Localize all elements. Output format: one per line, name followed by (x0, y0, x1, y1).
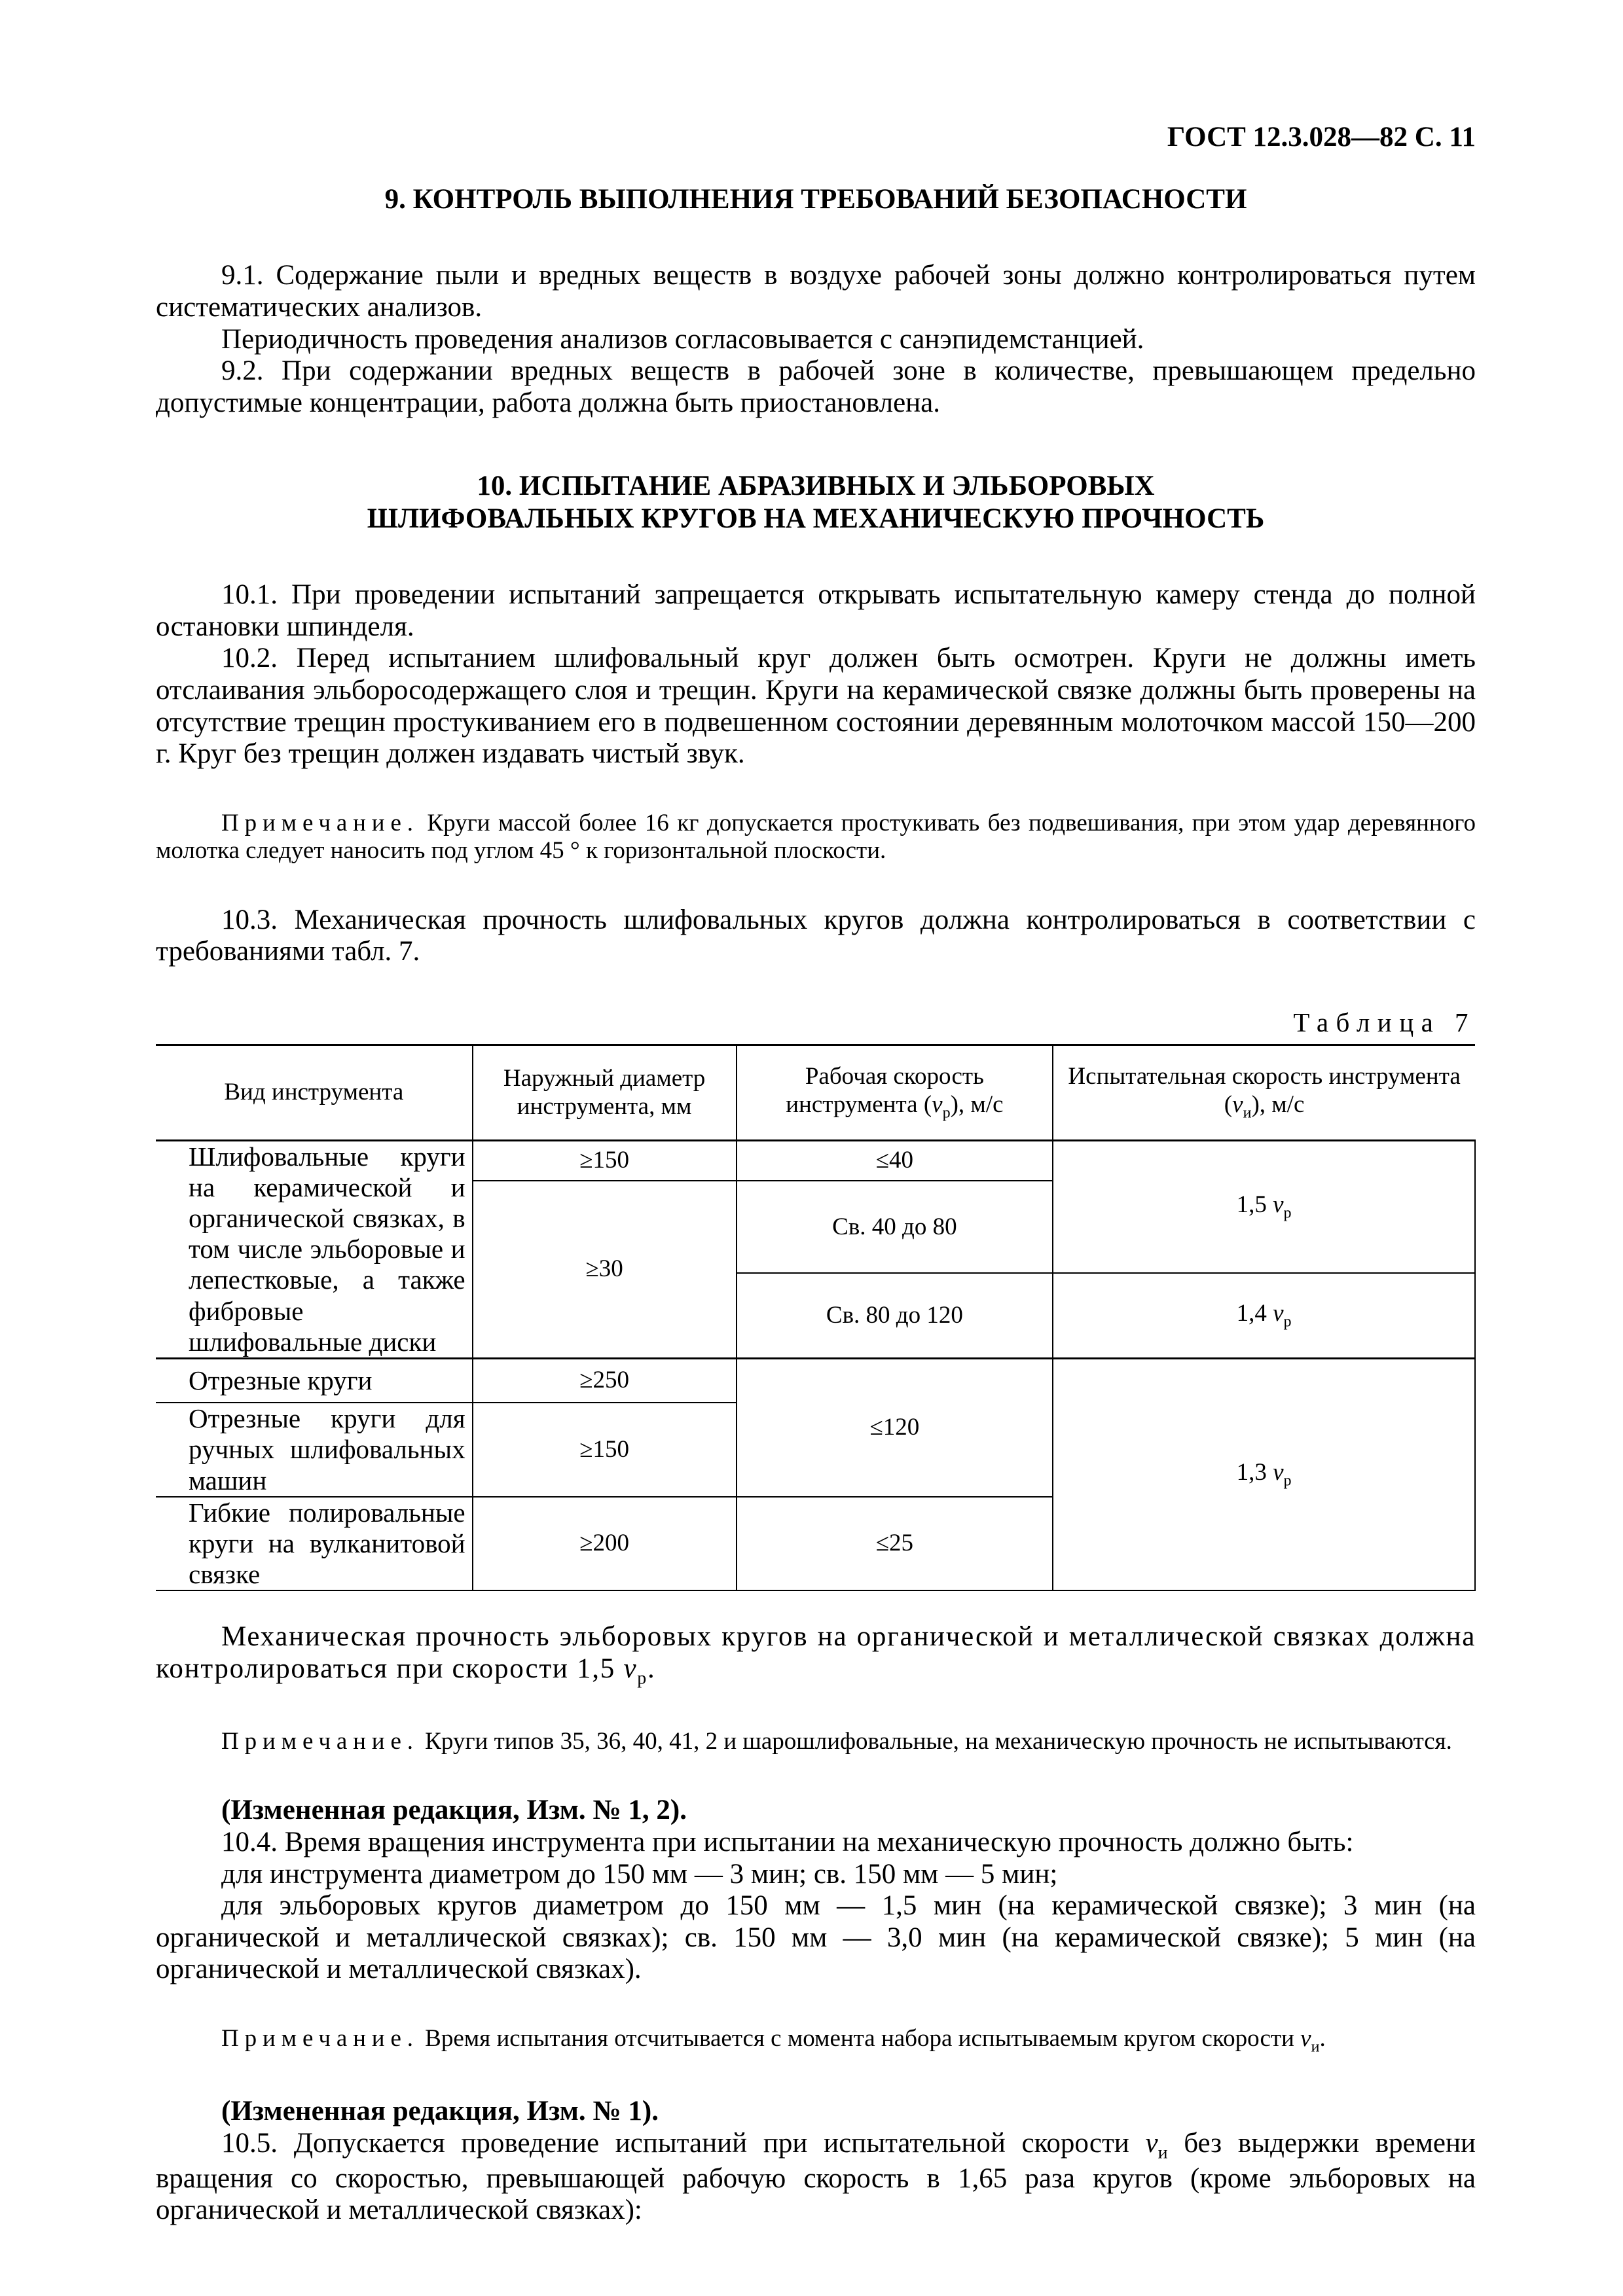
paragraph-10-2: 10.2. Перед испытанием шлифовальный круг должен быть осмотрен. Круги не должны иметь отслаивания эльборосодержащего слоя и трещин. Круги на керамической связке должны быть проверены на отсутствие трещин простукиванием его в подвешенном состоянии деревянным молоточком массой 150—200 г. Круг без трещин должен издавать чистый звук. (156, 643, 1476, 770)
row-hand-cutoff-wheels-label: Отрезные круги для ручных шлифовальных машин (156, 1403, 473, 1496)
cell-diameter: ≥250 (473, 1358, 737, 1403)
table-caption: Таблица 7 (1293, 1007, 1476, 1037)
cell-diameter: ≥30 (473, 1181, 737, 1358)
note-2-text: Круги типов 35, 36, 40, 41, 2 и шарошлифовальные, на механическую прочность не испытываются. (425, 1727, 1452, 1755)
amendment-1: (Измененная редакция, Изм. № 1, 2). (221, 1795, 687, 1826)
section-10-title-line1: 10. ИСПЫТАНИЕ АБРАЗИВНЫХ И ЭЛЬБОРОВЫХ (477, 471, 1155, 502)
cell-working-speed: Св. 40 до 80 (737, 1181, 1053, 1273)
document-body (156, 183, 1476, 2227)
paragraph-mechanical-strength: Механическая прочность эльборовых кругов на органической и металлической связках должна контролироваться при скорости 1,5 $v_р$. (156, 1621, 1476, 1689)
row-flexible-polishing-label: Гибкие полировальные круги на вулканитовой связке (156, 1497, 473, 1590)
cell-test-speed: 1,5 $v_р$ (1053, 1140, 1475, 1273)
section-9-title: 9. КОНТРОЛЬ ВЫПОЛНЕНИЯ ТРЕБОВАНИЙ БЕЗОПАСНОСТИ (384, 184, 1247, 215)
paragraph-10-4-b: для эльборовых кругов диаметром до 150 мм — 1,5 мин (на керамической связке); 3 мин (на органической и металлической связках); св. 150 мм — 3,0 мин (на керамической связке); 5 мин (на органической и металлической связках). (156, 1890, 1476, 1985)
paragraph-10-4: 10.4. Время вращения инструмента при испытании на механическую прочность должно быть: (221, 1827, 1354, 1858)
note-2 (156, 1728, 1476, 1756)
note-3-label: Примечание. (221, 2024, 419, 2052)
cell-diameter: ≥150 (473, 1140, 737, 1181)
cell-diameter: ≥150 (473, 1403, 737, 1496)
table-header-row (156, 1045, 1475, 1141)
note-1-label: Примечание. (221, 809, 419, 836)
page-header: ГОСТ 12.3.028—82 С. 11 (1167, 122, 1476, 152)
cell-working-speed: ≤40 (737, 1140, 1053, 1181)
cell-diameter: ≥200 (473, 1497, 737, 1590)
row-cutoff-wheels-label: Отрезные круги (156, 1358, 473, 1403)
paragraph-10-5: 10.5. Допускается проведение испытаний при испытательной скорости $v_и$ без выдержки времени вращения со скоростью, превышающей рабочую скорость в 1,65 раза кругов (кроме эльборовых на органической и металлической связках): (156, 2127, 1476, 2226)
header-test-speed: Испытательная скорость инструмента $(v_и)$, м/с (1053, 1045, 1475, 1141)
paragraph-9-2: 9.2. При содержании вредных веществ в рабочей зоне в количестве, превышающем предельно допустимые концентрации, работа должна быть приостановлена. (156, 355, 1476, 418)
header-tool-type: Вид инструмента (156, 1045, 473, 1141)
header-outer-diameter: Наружный диаметр инструмента, мм (473, 1045, 737, 1141)
paragraph-10-4-a: для инструмента диаметром до 150 мм — 3 мин; св. 150 мм — 5 мин; (221, 1858, 1058, 1890)
paragraph-9-1-periodicity: Периодичность проведения анализов согласовывается с санэпидемстанцией. (221, 323, 1144, 355)
paragraph-9-1: 9.1. Содержание пыли и вредных веществ в воздухе рабочей зоны должно контролироваться путем систематических анализов. (156, 260, 1476, 323)
table-7 (156, 1044, 1476, 1591)
amendment-2: (Измененная редакция, Изм. № 1). (221, 2095, 659, 2126)
table-row (156, 1358, 1475, 1403)
row-grinding-wheels-label: Шлифовальные круги на керамической и органической связках, в том числе эльборовые и лепестковые, а также фибровые шлифовальные диски (156, 1140, 473, 1358)
section-10-title-line2: ШЛИФОВАЛЬНЫХ КРУГОВ НА МЕХАНИЧЕСКУЮ ПРОЧНОСТЬ (367, 503, 1265, 534)
paragraph-10-1: 10.1. При проведении испытаний запрещается открывать испытательную камеру стенда до полной остановки шпинделя. (156, 579, 1476, 642)
note-1 (156, 810, 1476, 865)
cell-test-speed: 1,4 $v_р$ (1053, 1273, 1475, 1358)
section-10-title (156, 470, 1476, 535)
paragraph-10-3: 10.3. Механическая прочность шлифовальных кругов должна контролироваться в соответствии с требованиями табл. 7. (156, 904, 1476, 967)
cell-test-speed: 1,3 $v_р$ (1053, 1358, 1475, 1590)
table-row (156, 1140, 1475, 1181)
note-2-label: Примечание. (221, 1727, 419, 1755)
cell-working-speed: ≤25 (737, 1497, 1053, 1590)
header-working-speed: Рабочая скорость инструмента $(v_р)$, м/с (737, 1045, 1053, 1141)
note-1-text: Круги массой более 16 кг допускается простукивать без подвешивания, при этом удар деревянного молотка следует наносить под углом 45 ° к горизонтальной плоскости. (156, 809, 1476, 865)
note-3: Примечание. Время испытания отсчитывается с момента набора испытываемым кругом скорости $v_и$. (221, 2024, 1326, 2056)
cell-working-speed: ≤120 (737, 1358, 1053, 1496)
cell-working-speed: Св. 80 до 120 (737, 1273, 1053, 1358)
